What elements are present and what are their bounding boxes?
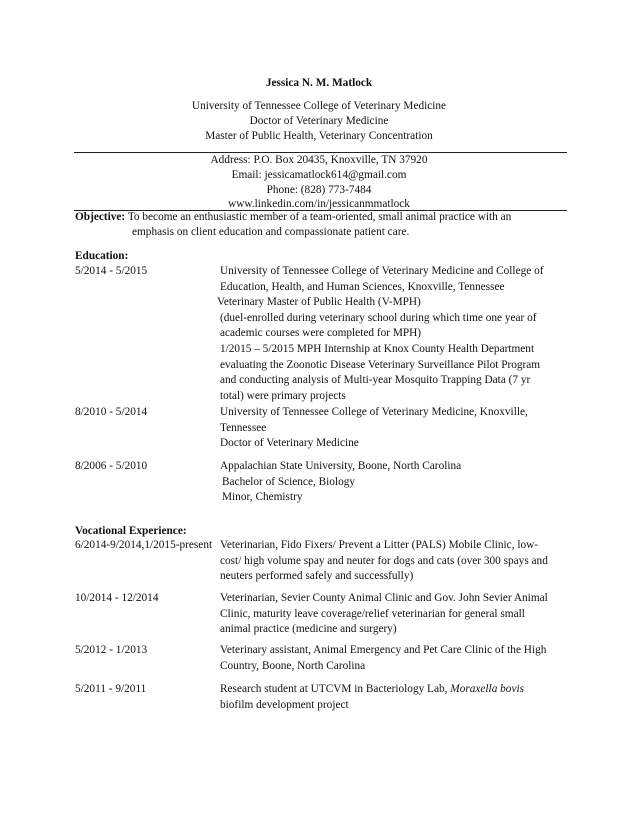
objective-text-2: emphasis on client education and compassionate patient care. <box>132 226 410 238</box>
experience-line: neuters performed safely and successfully) <box>220 570 414 582</box>
education-date: 8/2006 - 5/2010 <box>75 460 148 472</box>
education-date: 8/2010 - 5/2014 <box>75 406 148 418</box>
education-line: 1/2015 – 5/2015 MPH Internship at Knox County Health Department <box>220 343 535 355</box>
contact-linkedin[interactable]: www.linkedin.com/in/jessicanmmatlock <box>228 198 410 210</box>
experience-date: 5/2012 - 1/2013 <box>75 644 148 656</box>
education-line: Tennessee <box>220 421 267 434</box>
education-line: (duel-enrolled during veterinary school during which time one year of <box>220 311 537 324</box>
experience-line: animal practice (medicine and surgery) <box>220 623 397 635</box>
contact-email[interactable]: Email: jessicamatlock614@gmail.com <box>231 169 407 181</box>
education-heading: Education: <box>75 250 129 262</box>
experience-line: Country, Boone, North Carolina <box>220 659 366 672</box>
education-line: Minor, Chemistry <box>222 491 303 503</box>
education-line: Education, Health, and Human Sciences, Knoxville, Tennessee <box>220 280 505 293</box>
education-line: University of Tennessee College of Veterinary Medicine and College of <box>220 265 544 277</box>
education-entry-bs <box>220 460 461 507</box>
experience-entry-sevier <box>220 592 548 639</box>
education-line: Veterinary Master of Public Health (V-MPH) <box>217 296 421 308</box>
experience-line <box>220 683 524 699</box>
experience-date: 10/2014 - 12/2014 <box>75 592 159 604</box>
education-entry-internship <box>220 343 540 405</box>
experience-text: Research student at UTCVM in Bacteriology Lab, <box>220 683 451 695</box>
education-line: academic courses were completed for MPH) <box>220 327 422 339</box>
education-line: evaluating the Zoonotic Disease Veterinary Surveillance Pilot Program <box>220 358 541 371</box>
education-line: Appalachian State University, Boone, North Carolina <box>220 460 462 472</box>
header-school: University of Tennessee College of Veterinary Medicine <box>191 100 447 112</box>
education-line: Doctor of Veterinary Medicine <box>220 437 359 449</box>
experience-line: Veterinary assistant, Animal Emergency and Pet Care Clinic of the High <box>220 644 547 656</box>
education-entry-vmph <box>217 265 544 343</box>
objective-line1 <box>75 211 511 223</box>
experience-entry-research <box>220 683 524 714</box>
experience-date: 6/2014-9/2014,1/2015-present <box>75 539 213 551</box>
education-date: 5/2014 - 5/2015 <box>75 265 148 277</box>
education-line: total) were primary projects <box>220 389 346 402</box>
divider-top <box>74 152 567 153</box>
header-degree-mph: Master of Public Health, Veterinary Concentration <box>205 130 433 142</box>
education-line: and conducting analysis of Multi-year Mosquito Trapping Data (7 yr <box>220 374 531 386</box>
contact-address: Address: P.O. Box 20435, Knoxville, TN 37920 <box>210 154 428 166</box>
experience-entry-emergency <box>220 644 546 675</box>
resume-name: Jessica N. M. Matlock <box>265 77 373 89</box>
experience-line: Veterinarian, Sevier County Animal Clinic and Gov. John Sevier Animal <box>220 592 548 604</box>
education-entry-dvm <box>220 406 528 453</box>
experience-date: 5/2011 - 9/2011 <box>75 683 147 695</box>
experience-line: cost/ high volume spay and neuter for dogs and cats (over 300 spays and <box>220 554 548 567</box>
experience-line: biofilm development project <box>220 698 349 711</box>
objective-text-1: To become an enthusiastic member of a team-oriented, small animal practice with an <box>127 211 512 223</box>
experience-line: Clinic, maturity leave coverage/relief veterinarian for general small <box>220 607 525 620</box>
experience-line: Veterinarian, Fido Fixers/ Prevent a Litter (PALS) Mobile Clinic, low- <box>220 539 539 551</box>
experience-entry-pals <box>220 539 548 586</box>
experience-heading: Vocational Experience: <box>75 525 187 537</box>
education-line: University of Tennessee College of Veterinary Medicine, Knoxville, <box>220 406 528 418</box>
header-degree-dvm: Doctor of Veterinary Medicine <box>249 115 389 127</box>
species-name: Moraxella bovis <box>450 683 525 695</box>
education-line: Bachelor of Science, Biology <box>222 475 356 488</box>
contact-phone: Phone: (828) 773-7484 <box>266 184 372 196</box>
objective-label: Objective: <box>75 211 126 223</box>
